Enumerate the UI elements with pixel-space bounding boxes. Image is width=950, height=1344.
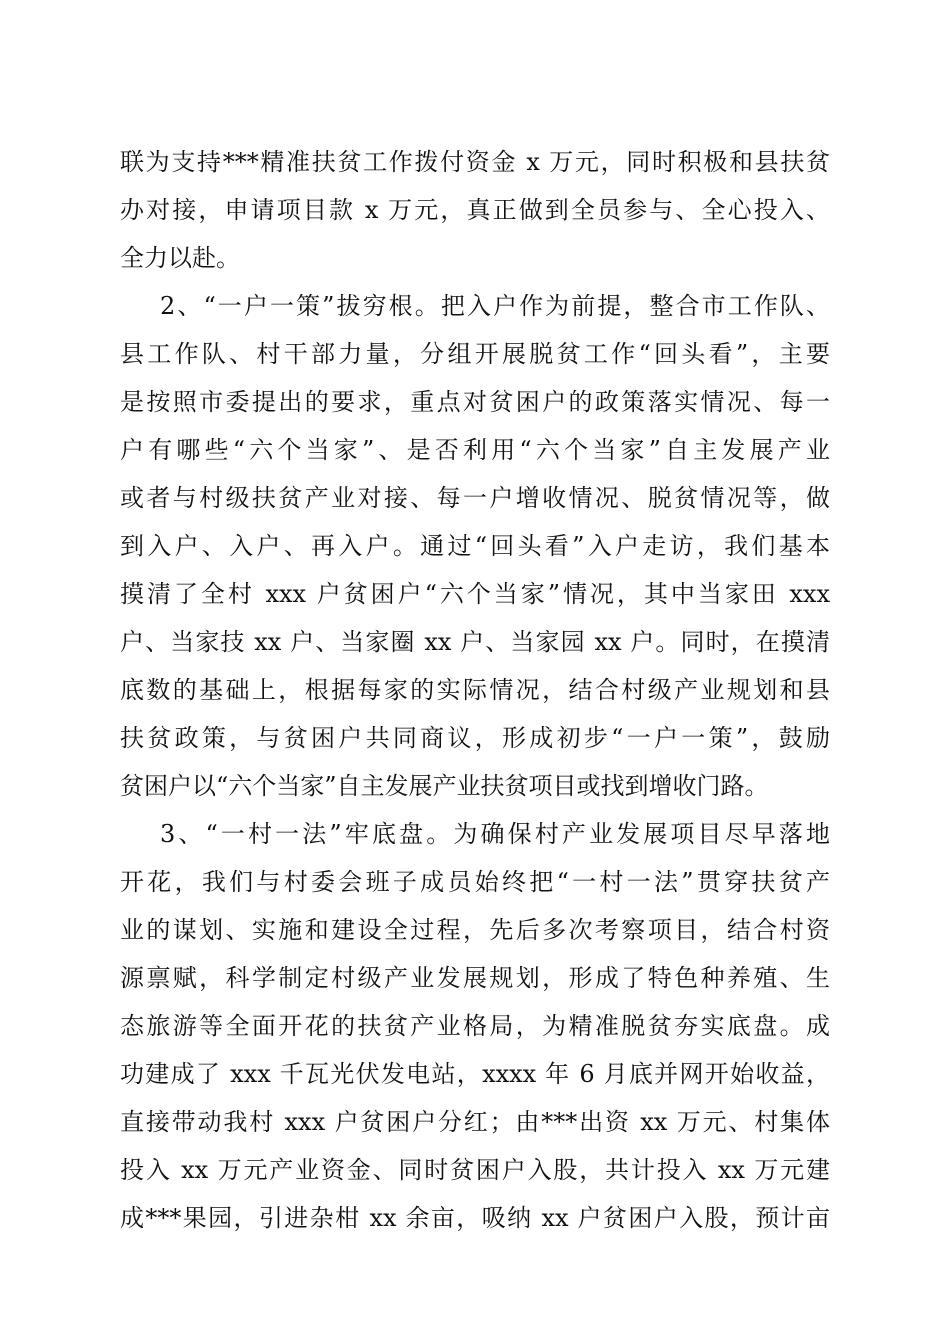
text-line: 县工作队、村干部力量，分组开展脱贫工作“回头看”，主要 [120, 340, 830, 368]
text-line: 摸清了全村 xxx 户贫困户“六个当家”情况，其中当家田 xxx [120, 580, 830, 608]
text-line: 全力以赴。 [120, 244, 240, 272]
text-line: 或者与村级扶贫产业对接、每一户增收情况、脱贫情况等，做 [120, 484, 830, 512]
text-line: 3、“一村一法”牢底盘。为确保村产业发展项目尽早落地 [160, 820, 830, 848]
text-line: 业的谋划、实施和建设全过程，先后多次考察项目，结合村资 [120, 916, 830, 944]
text-line: 扶贫政策，与贫困户共同商议，形成初步“一户一策”，鼓励 [120, 724, 830, 752]
text-line: 源禀赋，科学制定村级产业发展规划，形成了特色种养殖、生 [120, 964, 830, 992]
text-line: 办对接，申请项目款 x 万元，真正做到全员参与、全心投入、 [120, 196, 830, 224]
text-line: 到入户、入户、再入户。通过“回头看”入户走访，我们基本 [120, 532, 830, 560]
text-line: 户、当家技 xx 户、当家圈 xx 户、当家园 xx 户。同时，在摸清 [120, 628, 830, 656]
text-line: 投入 xx 万元产业资金、同时贫困户入股，共计投入 xx 万元建 [120, 1156, 830, 1184]
text-line: 联为支持***精准扶贫工作拨付资金 x 万元，同时积极和县扶贫 [120, 148, 830, 176]
text-line: 是按照市委提出的要求，重点对贫困户的政策落实情况、每一 [120, 388, 830, 416]
text-line: 底数的基础上，根据每家的实际情况，结合村级产业规划和县 [120, 676, 830, 704]
text-line: 开花，我们与村委会班子成员始终把“一村一法”贯穿扶贫产 [120, 868, 830, 896]
text-line: 功建成了 xxx 千瓦光伏发电站，xxxx 年 6 月底并网开始收益， [120, 1060, 830, 1088]
text-line: 户有哪些“六个当家”、是否利用“六个当家”自主发展产业 [120, 436, 830, 464]
text-line: 贫困户以“六个当家”自主发展产业扶贫项目或找到增收门路。 [120, 772, 769, 800]
text-line: 态旅游等全面开花的扶贫产业格局，为精准脱贫夯实底盘。成 [120, 1012, 830, 1040]
text-line: 直接带动我村 xxx 户贫困户分红；由***出资 xx 万元、村集体 [120, 1108, 830, 1136]
text-line: 2、“一户一策”拔穷根。把入户作为前提，整合市工作队、 [160, 292, 830, 320]
text-line: 成***果园，引进杂柑 xx 余亩，吸纳 xx 户贫困户入股，预计亩 [120, 1204, 830, 1232]
